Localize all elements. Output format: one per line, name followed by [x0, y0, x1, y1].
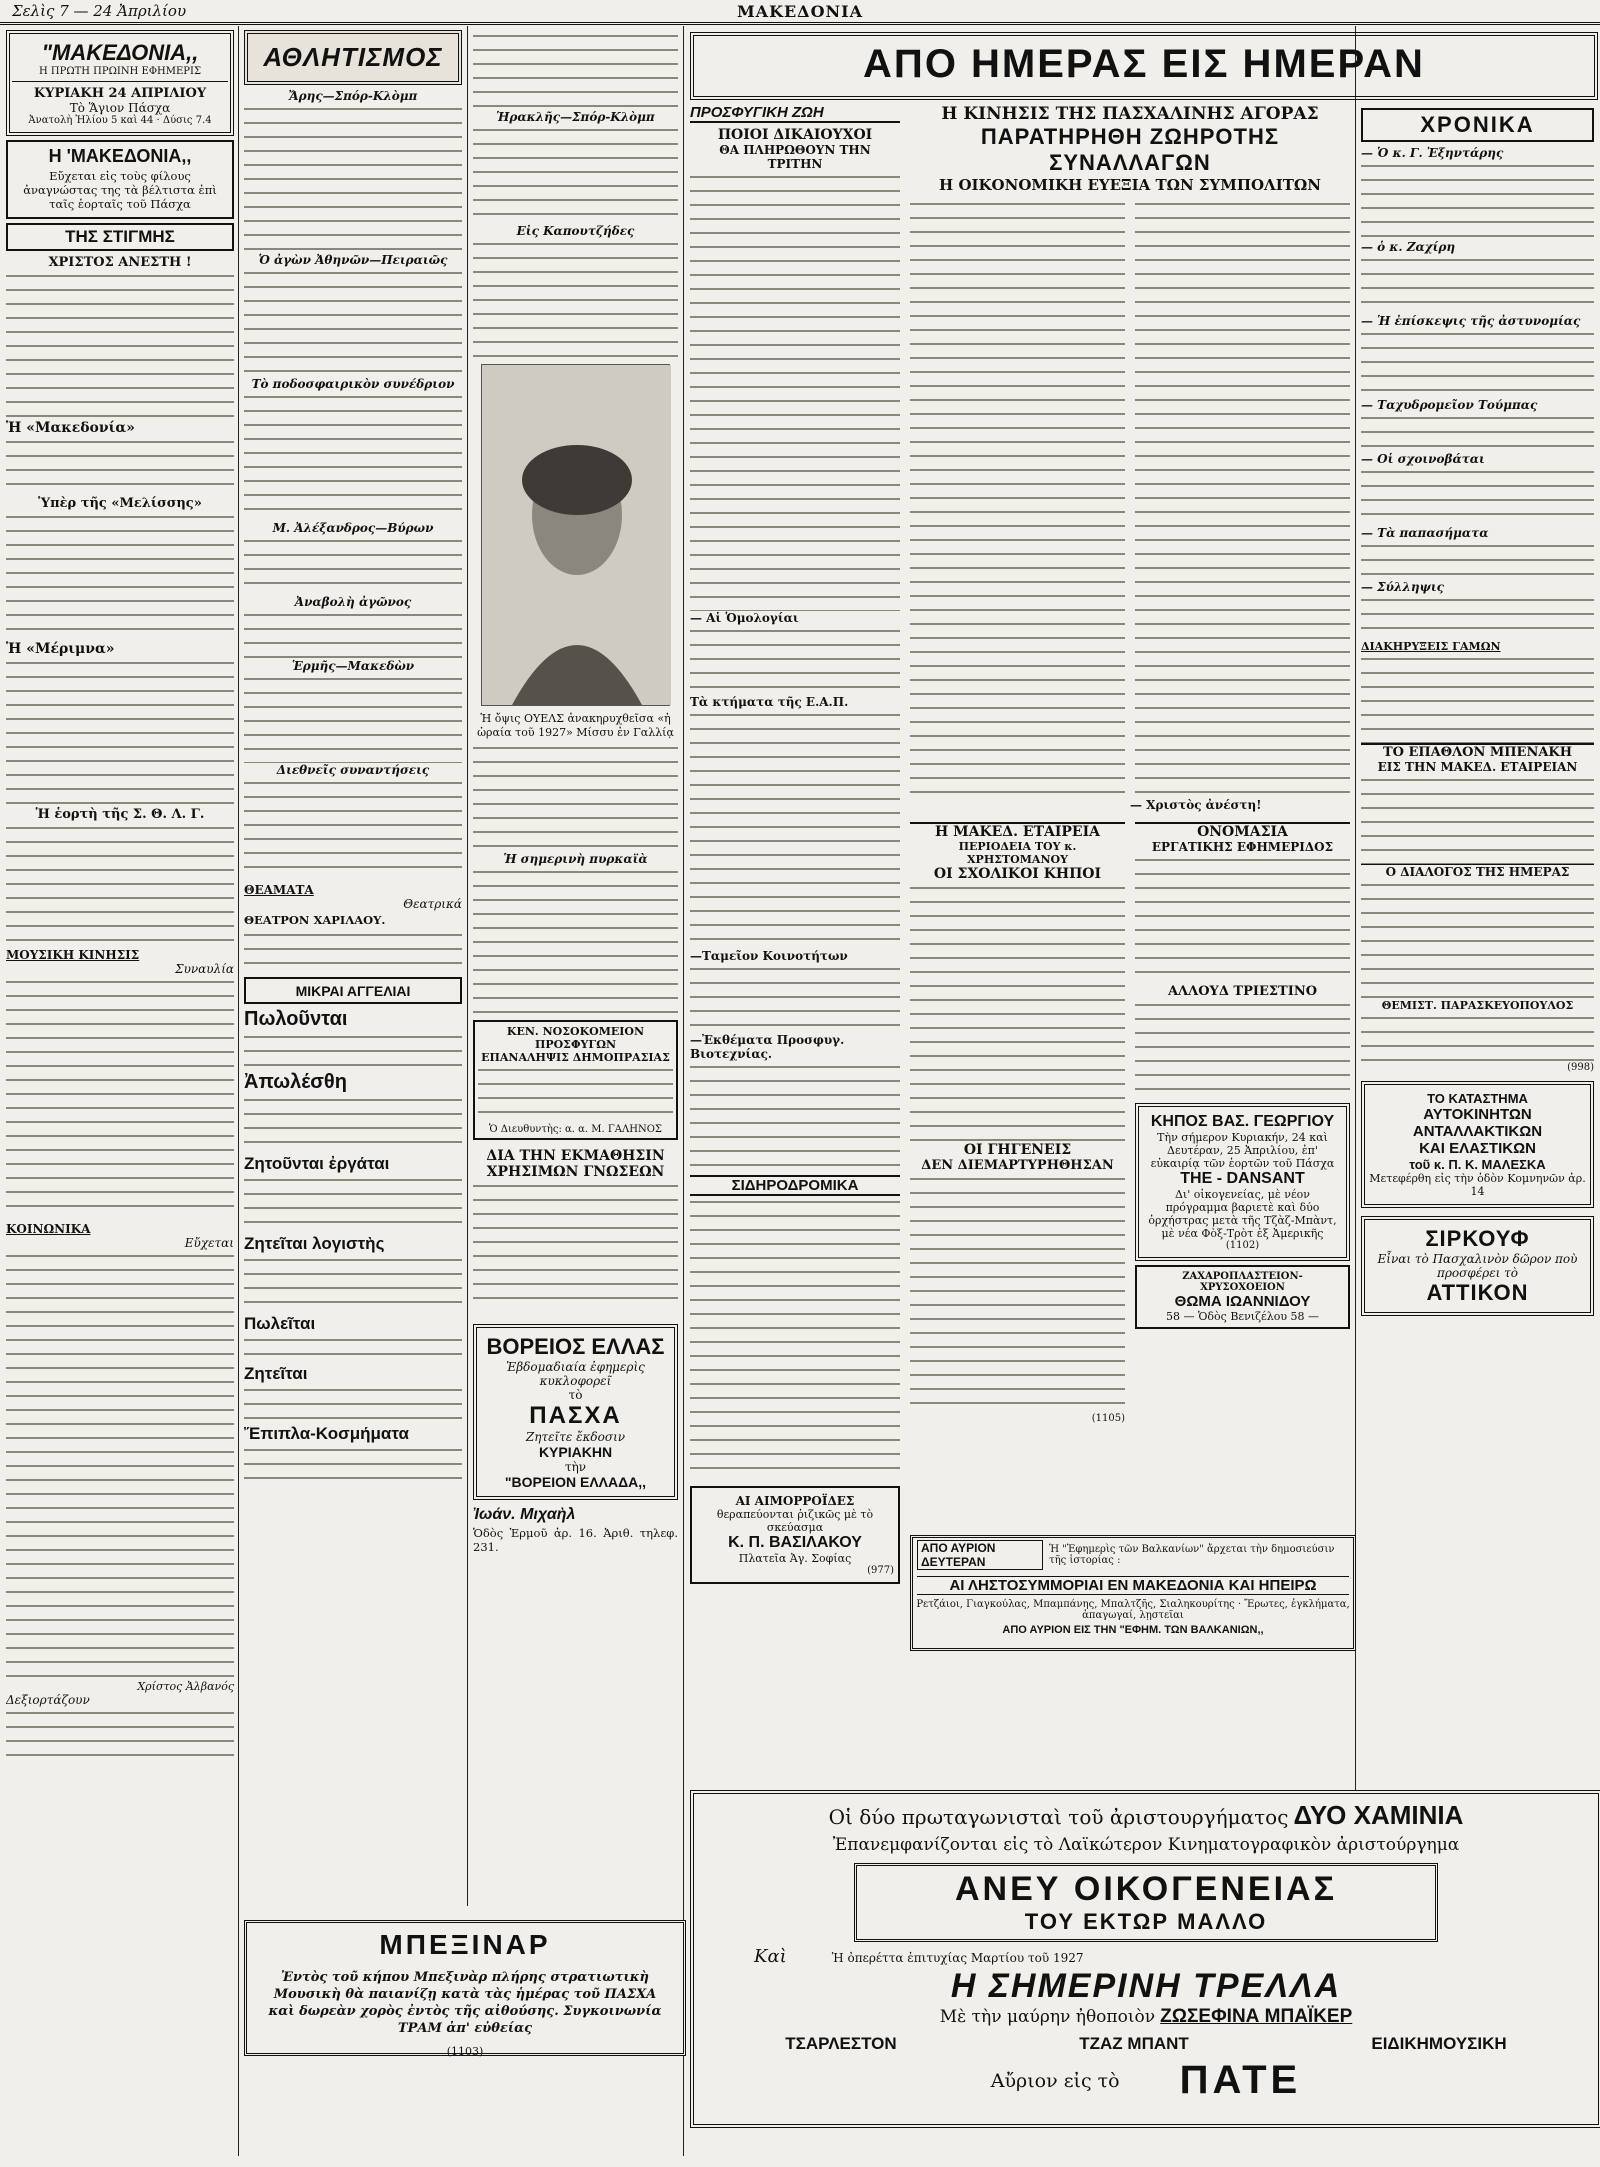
article-text-block: [910, 1173, 1125, 1413]
cinema-baker-row: [694, 2006, 1598, 2028]
doctor-text: Ὁδὸς Ἑρμοῦ ἀρ. 16. Ἀριθ. τηλεφ. 231.: [473, 1526, 678, 1554]
natives-title: ΟΙ ΓΗΓΕΝΕΙΣ: [963, 1142, 1072, 1158]
article-text-block: [690, 963, 900, 1033]
masthead-title: "ΜΑΚΕΔΟΝΙΑ,,: [41, 40, 199, 65]
car-line: ΑΝΤΑΛΛΑΚΤΙΚΩΝ: [1412, 1123, 1543, 1140]
pastry-ad: [1135, 1265, 1350, 1329]
article-text-block: [473, 1180, 678, 1310]
pastry-line: ΖΑΧΑΡΟΠΛΑΣΤΕΙΟΝ-ΧΡΥΣΟΧΟΕΙΟΝ: [1182, 1271, 1303, 1293]
cinema-operetta: Ἡ ὀπερέττα ἐπιτυχίας Μαρτίου τοῦ 1927: [831, 1951, 1084, 1965]
article-text-block: [478, 1064, 673, 1124]
article-text-block: [6, 270, 234, 420]
car-line: Μετεφέρθη εἰς τὴν ὁδὸν Κομνηνῶν ἀρ. 14: [1369, 1172, 1586, 1198]
ad-line: θεραπεύονται ῥιζικῶς μὲ τὸ σκεύασμα: [716, 1508, 874, 1534]
railway-title: ΣΙΔΗΡΟΔΡΟΜΙΚΑ: [690, 1175, 900, 1196]
article-text-block: [1361, 653, 1594, 743]
article-text-block: [1361, 160, 1594, 240]
sports-headline: Διεθνεῖς συναντήσεις: [276, 763, 430, 777]
article-text-block: [1361, 254, 1594, 314]
article-text-block: [6, 822, 234, 942]
brigands-footer: ΑΠΟ ΑΥΡΙΟΝ ΕΙΣ ΤΗΝ "ΕΦΗΜ. ΤΩΝ ΒΑΛΚΑΝΙΩΝ,,: [1002, 1624, 1264, 1636]
dentist-name: ΘΕΜΙΣΤ. ΠΑΡΑΣΚΕΥΟΠΟΥΛΟΣ: [1381, 999, 1574, 1012]
circus-cinema: ΑΤΤΙΚΟΝ: [1426, 1280, 1529, 1305]
portrait-image: [482, 365, 671, 705]
lower-left: [910, 822, 1125, 1424]
closing-line: — Χριστὸς ἀνέστη!: [1130, 798, 1262, 812]
music-section-title: ΜΟΥΣΙΚΗ ΚΙΝΗΣΙΣ: [6, 948, 140, 962]
cinema-bottom-row: [694, 2058, 1598, 2103]
chronicles-title-box: [1361, 108, 1594, 142]
garden-event: THE - DANSANT: [1180, 1170, 1305, 1187]
cinema-intro: Οἱ δύο πρωταγωνισταὶ τοῦ ἀριστουργήματος: [828, 1805, 1289, 1829]
feast-name: Τὸ Ἅγιον Πάσχα: [69, 101, 171, 115]
article-text-block: [244, 535, 462, 595]
article-text-block: [244, 929, 462, 969]
voreios-line: τὸ: [568, 1388, 583, 1402]
classified-heading: Ζητεῖται: [244, 1364, 308, 1383]
bexinar-number: (1103): [446, 2045, 484, 2058]
news-item: — Οἱ σχοινοβάται: [1361, 452, 1485, 466]
circus-title: ΣΙΡΚΟΥΦ: [1425, 1226, 1530, 1251]
brigands-intro: Ἡ "Ἐφημερὶς τῶν Βαλκανίων" ἄρχεται τὴν δημοσιεύσιν τῆς ἱστορίας :: [1049, 1544, 1335, 1566]
market-article: [910, 198, 1350, 798]
cinema-baker: ΖΩΣΕΦΙΝΑ ΜΠΑΪΚΕΡ: [1160, 2006, 1353, 2027]
article-text-block: [1361, 879, 1594, 999]
portrait-photo: [481, 364, 670, 706]
bexinar-text: Ἐντὸς τοῦ κήπου Μπεξινὰρ πλήρης στρατιωτικὴ Μουσικὴ θὰ παιανίζῃ κατὰ τὰς ἡμέρας τοῦ ΠΑΣΧΑ καὶ δωρεὰν χορὸς ἐντὸς τῆς αἰθούσης. Συγκοινωνία ΤΡΑΜ ἀπ' εὐθείας: [268, 1970, 662, 2036]
doctor-name: Ἰωάν. Μιχαὴλ: [473, 1506, 576, 1523]
cinema-ad: [690, 1790, 1600, 2128]
page-header: [0, 0, 1600, 25]
market-headline: Η ΚΙΝΗΣΙΣ ΤΗΣ ΠΑΣΧΑΛΙΝΗΣ ΑΓΟΡΑΣ: [941, 104, 1319, 124]
article-text-block: [1135, 999, 1350, 1099]
society-sub: ΠΕΡΙΟΔΕΙΑ ΤΟΥ κ. ΧΡΗΣΤΟΜΑΝΟΥ: [958, 840, 1077, 866]
moment-headline: ΧΡΙΣΤΟΣ ΑΝΕΣΤΗ !: [48, 255, 192, 270]
ad-number: (998): [1567, 1062, 1594, 1073]
article-text-block: [1135, 854, 1350, 984]
cinema-kai: Καὶ: [754, 1946, 787, 1967]
article-text-block: [473, 124, 678, 224]
article-text-block: [1361, 466, 1594, 526]
sports-headline: Εἰς Καπουτζήδες: [516, 224, 635, 238]
voreios-line: τὴν: [564, 1460, 587, 1474]
news-item: — Σύλληψις: [1361, 580, 1444, 594]
cinema-trella: Η ΣΗΜΕΡΙΝΗ ΤΡΕΛΛΑ: [950, 1967, 1342, 2005]
deforia-label: Δεξιορτάζουν: [6, 1693, 90, 1707]
article-text-block: [244, 391, 462, 521]
sports-title: ΑΘΛΗΤΙΣΜΟΣ: [263, 42, 443, 72]
melissa-headline: Ὑπὲρ τῆς «Μελίσσης»: [38, 496, 202, 511]
cinema-features: [694, 2034, 1598, 2054]
article-text-block: [244, 1254, 462, 1314]
voreios-pascha: ΠΑΣΧΑ: [529, 1402, 622, 1429]
cinema-film-title: ΑΝΕΥ ΟΙΚΟΓΕΝΕΙΑΣ: [955, 1870, 1337, 1908]
sports-banner: [244, 30, 462, 85]
cinema-kai-row: [694, 1946, 1598, 1967]
sports-headline: Ἄρης—Σπόρ-Κλὸμπ: [288, 89, 418, 103]
article-text-block: [244, 1031, 462, 1071]
voreios-line: Ζητεῖτε ἔκδοσιν: [525, 1430, 626, 1444]
cinema-pate: ΠΑΤΕ: [1179, 2058, 1302, 2102]
market-headline-2: ΠΑΡΑΤΗΡΗΘΗ ΖΩΗΡΟΤΗΣ ΣΥΝΑΛΛΑΓΩΝ: [980, 124, 1280, 175]
car-line: ΚΑΙ ΕΛΑΣΤΙΚΩΝ: [1419, 1140, 1536, 1157]
article-text-block: [244, 777, 462, 877]
society-title: Η ΜΑΚΕΔ. ΕΤΑΙΡΕΙΑ: [910, 822, 1125, 840]
eyxetai-label: Εὔχεται: [184, 1236, 234, 1250]
bexinar-ad: [244, 1920, 686, 2056]
page-number-date: Σελὶς 7 — 24 Ἀπριλίου: [12, 2, 187, 20]
cinema-hamina: ΔΥΟ ΧΑΜΙΝΙΑ: [1293, 1800, 1464, 1830]
ad-line: Κ. Π. ΒΑΣΙΛΑΚΟΥ: [728, 1534, 862, 1551]
column-2: [244, 26, 462, 1906]
subheading: —Ταμεῖον Κοινοτήτων: [690, 949, 848, 963]
signature: Χρίστος Ἀλβανός: [137, 1680, 234, 1693]
hospital-title: ΚΕΝ. ΝΟΣΟΚΟΜΕΙΟΝ ΠΡΟΣΦΥΓΩΝ: [506, 1025, 645, 1051]
article-text-block: [473, 30, 678, 110]
car-line: ΤΟ ΚΑΤΑΣΤΗΜΑ: [1427, 1091, 1528, 1106]
masthead-box: [6, 30, 234, 136]
article-text-block: [690, 709, 900, 949]
garden-text: Τὴν σήμερον Κυριακήν, 24 καὶ Δευτέραν, 25 Ἀπριλίου, ἐπ' εὐκαιρίᾳ τῶν ἑορτῶν τοῦ Πάσχα: [1150, 1131, 1335, 1170]
news-item: — Τὰ παπασήματα: [1361, 526, 1489, 540]
cinema-feature: ΕΙΔΙΚΗΜΟΥΣΙΚΗ: [1371, 2034, 1507, 2053]
article-text-block: [1361, 1012, 1594, 1062]
bexinar-title: ΜΠΕΞΙΝΑΡ: [379, 1929, 551, 1960]
banner-title: ΑΠΟ ΗΜΕΡΑΣ ΕΙΣ ΗΜΕΡΑΝ: [863, 42, 1425, 86]
brigands-header: [913, 1538, 1353, 1572]
cinema-film-sub: ΤΟΥ ΕΚΤΩΡ ΜΑΛΛΟ: [1024, 1909, 1268, 1934]
refugee-life-title: ΠΡΟΣΦΥΓΙΚΗ ΖΩΗ: [690, 104, 900, 123]
cinema-feature: ΤΖΑΖ ΜΠΑΝΤ: [1079, 2034, 1189, 2053]
cinema-line1-row: [694, 1800, 1598, 1831]
garden-title: ΚΗΠΟΣ ΒΑΣ. ΓΕΩΡΓΙΟΥ: [1150, 1113, 1335, 1130]
hospital-signature: Ὁ Διευθυντὴς: α. α. Μ. ΓΑΛΗΝΟΣ: [489, 1124, 662, 1135]
natives-sub: ΔΕΝ ΔΙΕΜΑΡΤΥΡΗΘΗΣΑΝ: [921, 1158, 1114, 1173]
greeting-title: Η 'ΜΑΚΕΔΟΝΙΑ,,: [48, 146, 192, 166]
voreios-line: ΚΥΡΙΑΚΗΝ: [538, 1444, 613, 1460]
news-item: — Ἡ ἐπίσκεψις τῆς ἀστυνομίας: [1361, 314, 1581, 328]
refugee-subheadline: ΘΑ ΠΛΗΡΩΘΟΥΝ ΤΗΝ ΤΡΙΤΗΝ: [719, 143, 871, 171]
article-text-block: [244, 673, 462, 763]
voreios-line: κυκλοφορεῖ: [539, 1374, 612, 1388]
classified-heading: Ἀπωλέσθη: [244, 1071, 347, 1093]
classified-heading: Ζητεῖται λογιστὴς: [244, 1234, 385, 1253]
column-divider: [238, 26, 239, 2156]
cinema-avrio: Αὔριον εἰς τὸ: [990, 2069, 1120, 2092]
issue-date: ΚΥΡΙΑΚΗ 24 ΑΠΡΙΛΙΟΥ: [33, 86, 207, 101]
article-text-block: [244, 1444, 462, 1484]
benaki-sub: ΕΙΣ ΤΗΝ ΜΑΚΕΔ. ΕΤΑΙΡΕΙΑΝ: [1377, 760, 1578, 774]
article-text-block: [690, 1061, 900, 1171]
masthead-subtitle: Η ΠΡΩΤΗ ΠΡΩΙΝΗ ΕΦΗΜΕΡΙΣ: [38, 66, 202, 77]
article-text-block: [244, 267, 462, 377]
weddings-title: ΔΙΑΚΗΡΥΞΕΙΣ ΓΑΜΩΝ: [1361, 640, 1501, 653]
article-text-block: [1135, 198, 1350, 798]
brigands-headline: ΑΙ ΛΗΣΤΟΣΥΜΜΟΡΙΑΙ ΕΝ ΜΑΚΕΔΟΝΙΑ ΚΑΙ ΗΠΕΙΡΩ: [917, 1576, 1349, 1595]
naming-title: ΟΝΟΜΑΣΙΑ: [1135, 822, 1350, 840]
column-1: [6, 26, 234, 2161]
voreios-line: Ἑβδομαδιαία ἐφημερὶς: [506, 1360, 645, 1374]
car-line: ΑΥΤΟΚΙΝΗΤΩΝ: [1423, 1106, 1532, 1123]
greeting-box: [6, 140, 234, 219]
refugee-headline: ΠΟΙΟΙ ΔΙΚΑΙΟΥΧΟΙ: [717, 127, 873, 143]
brigands-names: Ρετζάιοι, Γιαγκούλας, Μπαμπάνης, Μπαλτζῆς, Σιαληκουρίτης · Ἔρωτες, ἐγκλήματα, ἀπαγωγαί, λῃστεῖαι: [916, 1599, 1350, 1621]
chronicles-title: ΧΡΟΝΙΚΑ: [1420, 112, 1535, 137]
article-text-block: [244, 1094, 462, 1154]
moment-title-box: [6, 223, 234, 251]
column-divider: [683, 26, 684, 2156]
article-text-block: [690, 171, 900, 611]
car-line: τοῦ κ. Π. Κ. ΜΑΛΕΣΚΑ: [1409, 1157, 1546, 1172]
cinema-film-box: [854, 1863, 1438, 1942]
column-divider: [467, 26, 468, 1906]
knowledge-headline: ΔΙΑ ΤΗΝ ΕΚΜΑΘΗΣΙΝ ΧΡΗΣΙΜΩΝ ΓΝΩΣΕΩΝ: [486, 1148, 665, 1180]
ad-line: Πλατεῖα Ἀγ. Σοφίας: [738, 1552, 852, 1565]
moment-title: ΤΗΣ ΣΤΙΓΜΗΣ: [65, 227, 175, 246]
theamata-title: ΘΕΑΜΑΤΑ: [244, 883, 314, 897]
car-parts-ad: [1361, 1081, 1594, 1208]
classified-heading: Ζητοῦνται ἐργάται: [244, 1154, 390, 1173]
merimna-headline: Ἡ «Μέριμνα»: [6, 641, 115, 657]
cinema-baker-pre: Μὲ τὴν μαύρην ἠθοποιὸν: [939, 2007, 1156, 2027]
news-item: — ὁ κ. Ζαχίρη: [1361, 240, 1456, 254]
ad-number: (1102): [1225, 1240, 1260, 1251]
benaki-title: ΤΟ ΕΠΑΘΛΟΝ ΜΠΕΝΑΚΗ: [1361, 743, 1594, 760]
column-4: [690, 104, 900, 1784]
hospital-subtitle: ΕΠΑΝΑΛΗΨΙΣ ΔΗΜΟΠΡΑΣΙΑΣ: [481, 1051, 670, 1064]
newspaper-name: ΜΑΚΕΔΟΝΙΑ: [736, 2, 864, 21]
market-subheadline: Η ΟΙΚΟΝΟΜΙΚΗ ΕΥΕΞΙΑ ΤΩΝ ΣΥΜΠΟΛΙΤΩΝ: [939, 176, 1321, 194]
subheading: —Ἐκθέματα Προσφυγ. Βιοτεχνίας.: [690, 1033, 845, 1061]
naming-sub: ΕΡΓΑΤΙΚΗΣ ΕΦΗΜΕΡΙΔΟΣ: [1151, 840, 1334, 854]
article-text-block: [244, 103, 462, 253]
ad-number: (1105): [1091, 1413, 1125, 1424]
article-text-block: [1361, 412, 1594, 452]
news-item: — Ταχυδρομεῖον Τούμπας: [1361, 398, 1538, 412]
column-6: [1361, 104, 1594, 1744]
greeting-text: Εὔχεται εἰς τοὺς φίλους ἀναγνώστας της τὰ βέλτιστα ἐπὶ ταῖς ἑορταῖς τοῦ Πάσχα: [23, 169, 217, 211]
photo-caption: Ἡ ὄψις ΟΥΕΛΣ ἀνακηρυχθεῖσα «ἡ ὡραία τοῦ 1927» Μίσσυ ἐν Γαλλίᾳ: [477, 712, 674, 739]
article-text-block: [244, 1174, 462, 1234]
lower-row: [910, 822, 1350, 1424]
article-text-block: [1361, 540, 1594, 580]
article-text-block: [910, 198, 1125, 798]
article-text-block: [473, 866, 678, 1016]
circus-text: Εἶναι τὸ Πασχαλινὸν δῶρον ποὺ προσφέρει τὸ: [1377, 1252, 1578, 1280]
article-text-block: [6, 1707, 234, 1767]
article-text-block: [244, 1334, 462, 1364]
article-text-block: [473, 742, 678, 852]
classified-heading: Ἔπιπλα-Κοσμήματα: [244, 1424, 409, 1443]
sports-headline: Μ. Ἀλέξανδρος—Βύρων: [272, 521, 434, 535]
social-section-title: ΚΟΙΝΩΝΙΚΑ: [6, 1222, 91, 1236]
article-text-block: [690, 625, 900, 695]
classified-heading: Πωλεῖται: [244, 1314, 316, 1333]
classified-heading: Πωλοῦνται: [244, 1008, 348, 1030]
news-item: — Ὁ κ. Γ. Ἐξηντάρης: [1361, 146, 1504, 160]
circus-ad: [1361, 1216, 1594, 1316]
classifieds-title-box: [244, 977, 462, 1004]
garden-text: Δι' οἰκογενείας, μὲ νέον πρόγραμμα βαριετὲ καὶ δύο ὀρχήστρας μετὰ τῆς Τζὰζ-Μπὰντ, μὲ νέα Φὸξ-Τρὸτ ἐξ Ἀμερικῆς: [1148, 1188, 1337, 1240]
synaulia-label: Συναυλία: [175, 962, 234, 976]
cinema-feature: ΤΣΑΡΛΕΣΤΟΝ: [785, 2034, 897, 2053]
fire-headline: Ἡ σημερινὴ πυρκαϊὰ: [503, 852, 648, 866]
society-sub2: ΟΙ ΣΧΟΛΙΚΟΙ ΚΗΠΟΙ: [933, 866, 1102, 882]
banner-box: [690, 32, 1598, 100]
voreios-title: ΒΟΡΕΙΟΣ ΕΛΛΑΣ: [486, 1334, 665, 1359]
article-text-block: [1361, 774, 1594, 864]
theatriko-label: Θεατρικά: [403, 897, 462, 911]
article-text-block: [1361, 328, 1594, 398]
voreios-line: "ΒΟΡΕΙΟΝ ΕΛΛΑΔΑ,,: [504, 1474, 647, 1490]
article-text-block: [1361, 594, 1594, 634]
article-text-block: [6, 511, 234, 641]
sports-headline: Τὸ ποδοσφαιρικὸν συνέδριον: [251, 377, 455, 391]
ad-number: (977): [867, 1565, 894, 1576]
garden-ad: [1135, 1103, 1350, 1261]
article-text-block: [6, 657, 234, 807]
eorti-headline: Ἡ ἑορτὴ τῆς Σ. Θ. Λ. Γ.: [35, 807, 205, 822]
brigands-ad: [910, 1535, 1356, 1651]
sports-headline: Ἀναβολὴ ἀγῶνος: [294, 595, 412, 609]
sports-headline: Ἑρμῆς—Μακεδὼν: [291, 659, 415, 673]
charilaou-heading: ΘΕΑΤΡΟΝ ΧΑΡΙΛΑΟΥ.: [244, 913, 386, 927]
sports-headline: Ἡρακλῆς—Σπόρ-Κλὸμπ: [496, 110, 655, 124]
sports-headline: Ὁ ἀγὼν Ἀθηνῶν—Πειραιῶς: [258, 253, 448, 267]
sun-times: Ἀνατολὴ Ἡλίου 5 καὶ 44 · Δύσις 7.4: [28, 115, 212, 126]
classifieds-title: ΜΙΚΡΑΙ ΑΓΓΕΛΙΑΙ: [295, 983, 411, 999]
trieste-title: ΑΛΛΟΥΔ ΤΡΙΕΣΤΙΝΟ: [1167, 984, 1318, 999]
hospital-notice: [473, 1020, 678, 1140]
article-text-block: [910, 882, 1125, 1142]
dialogue-title: Ο ΔΙΑΛΟΓΟΣ ΤΗΣ ΗΜΕΡΑΣ: [1361, 864, 1594, 879]
pastry-address: 58 — Ὁδὸς Βενιζέλου 58 —: [1165, 1310, 1320, 1323]
column-3: [473, 26, 678, 1906]
article-text-block: [690, 1196, 900, 1476]
article-text-block: [6, 976, 234, 1216]
ad-line: ΑΙ ΑΙΜΟΡΡΟΪΔΕΣ: [735, 1494, 855, 1508]
brigands-title: ΑΠΟ ΑΥΡΙΟΝ ΔΕΥΤΕΡΑΝ: [917, 1540, 1043, 1570]
cinema-line2: Ἐπανεμφανίζονται εἰς τὸ Λαϊκώτερον Κινηματογραφικὸν ἀριστούργημα: [832, 1835, 1460, 1855]
lower-right: [1135, 822, 1350, 1424]
pastry-name: ΘΩΜΑ ΙΩΑΝΝΙΔΟΥ: [1174, 1293, 1311, 1310]
haemorrhoids-ad: [690, 1486, 900, 1584]
article-text-block: [244, 609, 462, 659]
article-text-block: [473, 238, 678, 358]
article-text-block: [6, 436, 234, 496]
article-text-block: [6, 1250, 234, 1680]
column-5: [910, 104, 1350, 1784]
article-text-block: [244, 1384, 462, 1424]
voreios-ellas-ad: [473, 1324, 678, 1500]
makedonia-headline: Ἡ «Μακεδονία»: [6, 420, 135, 436]
subheading: Τὰ κτήματα τῆς Ε.Α.Π.: [690, 695, 849, 709]
subheading: — Αἱ Ὁμολογίαι: [690, 611, 799, 625]
